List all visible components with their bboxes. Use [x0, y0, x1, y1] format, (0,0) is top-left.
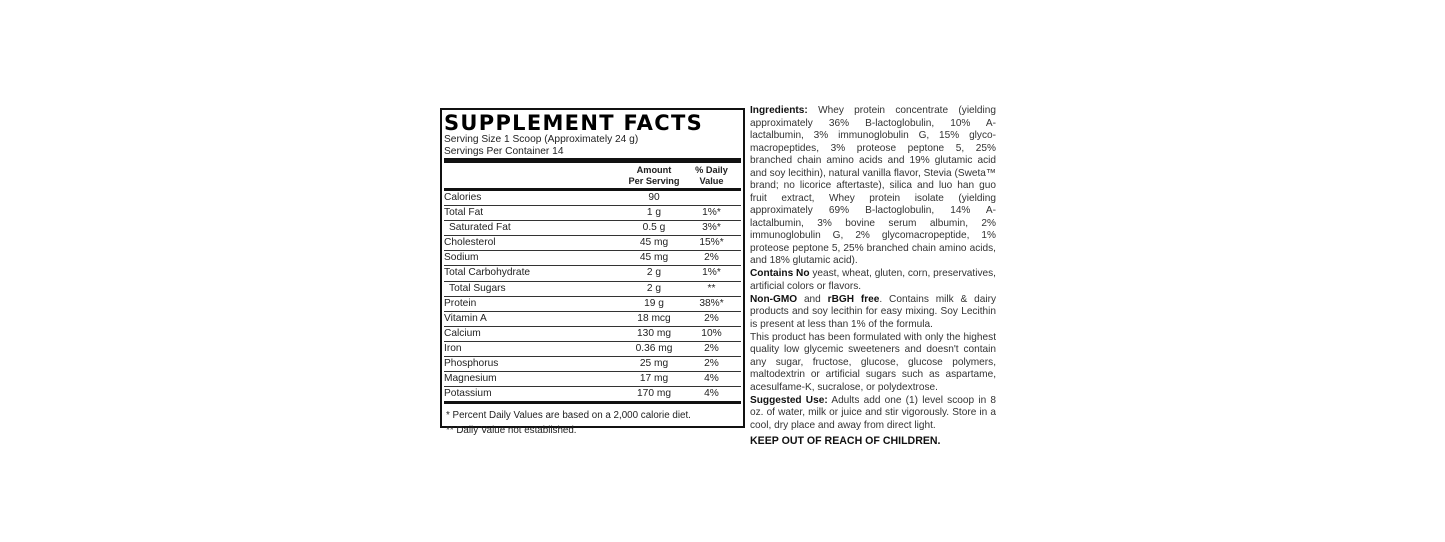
table-row: Total Carbohydrate 2 g 1%*	[444, 266, 741, 281]
ingredients-text: Whey protein concentrate (yielding approximately 36% B-lactoglobulin, 10% A-lactalbumin, 3% immunoglobulin G, 15% glyco-macropeptides, 3% proteose peptone 5, 25% branched chain amino acids and 19% glutamic acid and soy lecithin), natural vanilla flavor, Stevia (Sweta™ brand; no licorice aftertaste), silica and luo han guo fruit extract, Whey protein isolate (yielding approximately 69% B-lactoglobulin, 14% A-lactalbumin, 3% bovine serum albumin, 2% immunoglobulin G, 2% glycomacropeptide, 1% proteose peptone 5, 25% branched chain amino acids, and 18% glutamic acid).	[750, 105, 996, 266]
footnote-dv-not-established: ** Daily Value not established.	[446, 425, 577, 437]
non-gmo-label: Non-GMO	[750, 293, 798, 305]
suggested-use-label: Suggested Use:	[750, 394, 828, 406]
table-row: Iron 0.36 mg 2%	[444, 342, 741, 357]
table-row: Potassium 170 mg 4%	[444, 388, 719, 400]
table-row: Magnesium 17 mg 4%	[444, 372, 741, 387]
table-row: Protein 19 g 38%*	[444, 297, 741, 312]
thick-divider	[444, 158, 741, 163]
facts-title: SUPPLEMENT FACTS	[444, 111, 703, 135]
formulated-paragraph: This product has been formulated with only the highest quality low glycemic sweeteners and doesn't contain any sugar, fructose, glucose, glucose polymers, maltodextrin or artificial sugars such as aspartame, acesulfame-K, sucralose, or polydextrose.	[750, 331, 996, 393]
facts-table	[444, 191, 741, 401]
table-row: Total Sugars 2 g **	[444, 282, 741, 297]
non-gmo-text: . Contains milk & dairy products and soy lecithin for easy mixing. Soy Lecithin is present at less than 1% of the formula.	[750, 293, 996, 330]
servings-per-container: Servings Per Container 14	[444, 145, 564, 157]
warning-text: KEEP OUT OF REACH OF CHILDREN.	[750, 435, 941, 447]
table-row: Phosphorus 25 mg 2%	[444, 357, 741, 372]
amount-header: Amount Per Serving	[628, 165, 680, 186]
table-row: Calories 90	[444, 191, 741, 206]
column-header-row	[444, 164, 741, 188]
table-row: Vitamin A 18 mcg 2%	[444, 312, 741, 327]
footnote-percent-dv: * Percent Daily Values are based on a 2,000 calorie diet.	[446, 410, 691, 422]
table-row: Total Fat 1 g 1%*	[444, 206, 741, 221]
suggested-use-paragraph	[750, 395, 996, 433]
ingredients-paragraph	[750, 105, 996, 268]
supplement-facts-panel	[440, 108, 745, 437]
table-row: Sodium 45 mg 2%	[444, 251, 741, 266]
contains-paragraph	[750, 268, 996, 293]
suggested-use-text: Adults add one (1) level scoop in 8 oz. of water, milk or juice and stir vigorously. Store in a cool, dry place and away from direct light.	[750, 394, 996, 431]
contains-label: Contains No	[750, 268, 810, 279]
serving-size: Serving Size 1 Scoop (Approximately 24 g)	[444, 134, 639, 145]
daily-value-header: % Daily Value	[695, 165, 728, 186]
label-text-column	[750, 105, 996, 448]
ingredients-label: Ingredients:	[750, 105, 808, 116]
rbgh-free-label: rBGH free	[827, 293, 880, 305]
table-row: Saturated Fat 0.5 g 3%*	[444, 221, 741, 236]
footer-divider	[444, 401, 741, 404]
contains-text: yeast, wheat, gluten, corn, preservatives, artificial colors or flavors.	[750, 268, 996, 292]
non-gmo-paragraph: Non-GMO and rBGH free. Contains milk & dairy products and soy lecithin for easy mixing. Soy Lecithin is present at less than 1% of the formula.	[750, 293, 996, 330]
table-row: Cholesterol 45 mg 15%*	[444, 236, 741, 251]
table-row: Calcium 130 mg 10%	[444, 327, 741, 342]
